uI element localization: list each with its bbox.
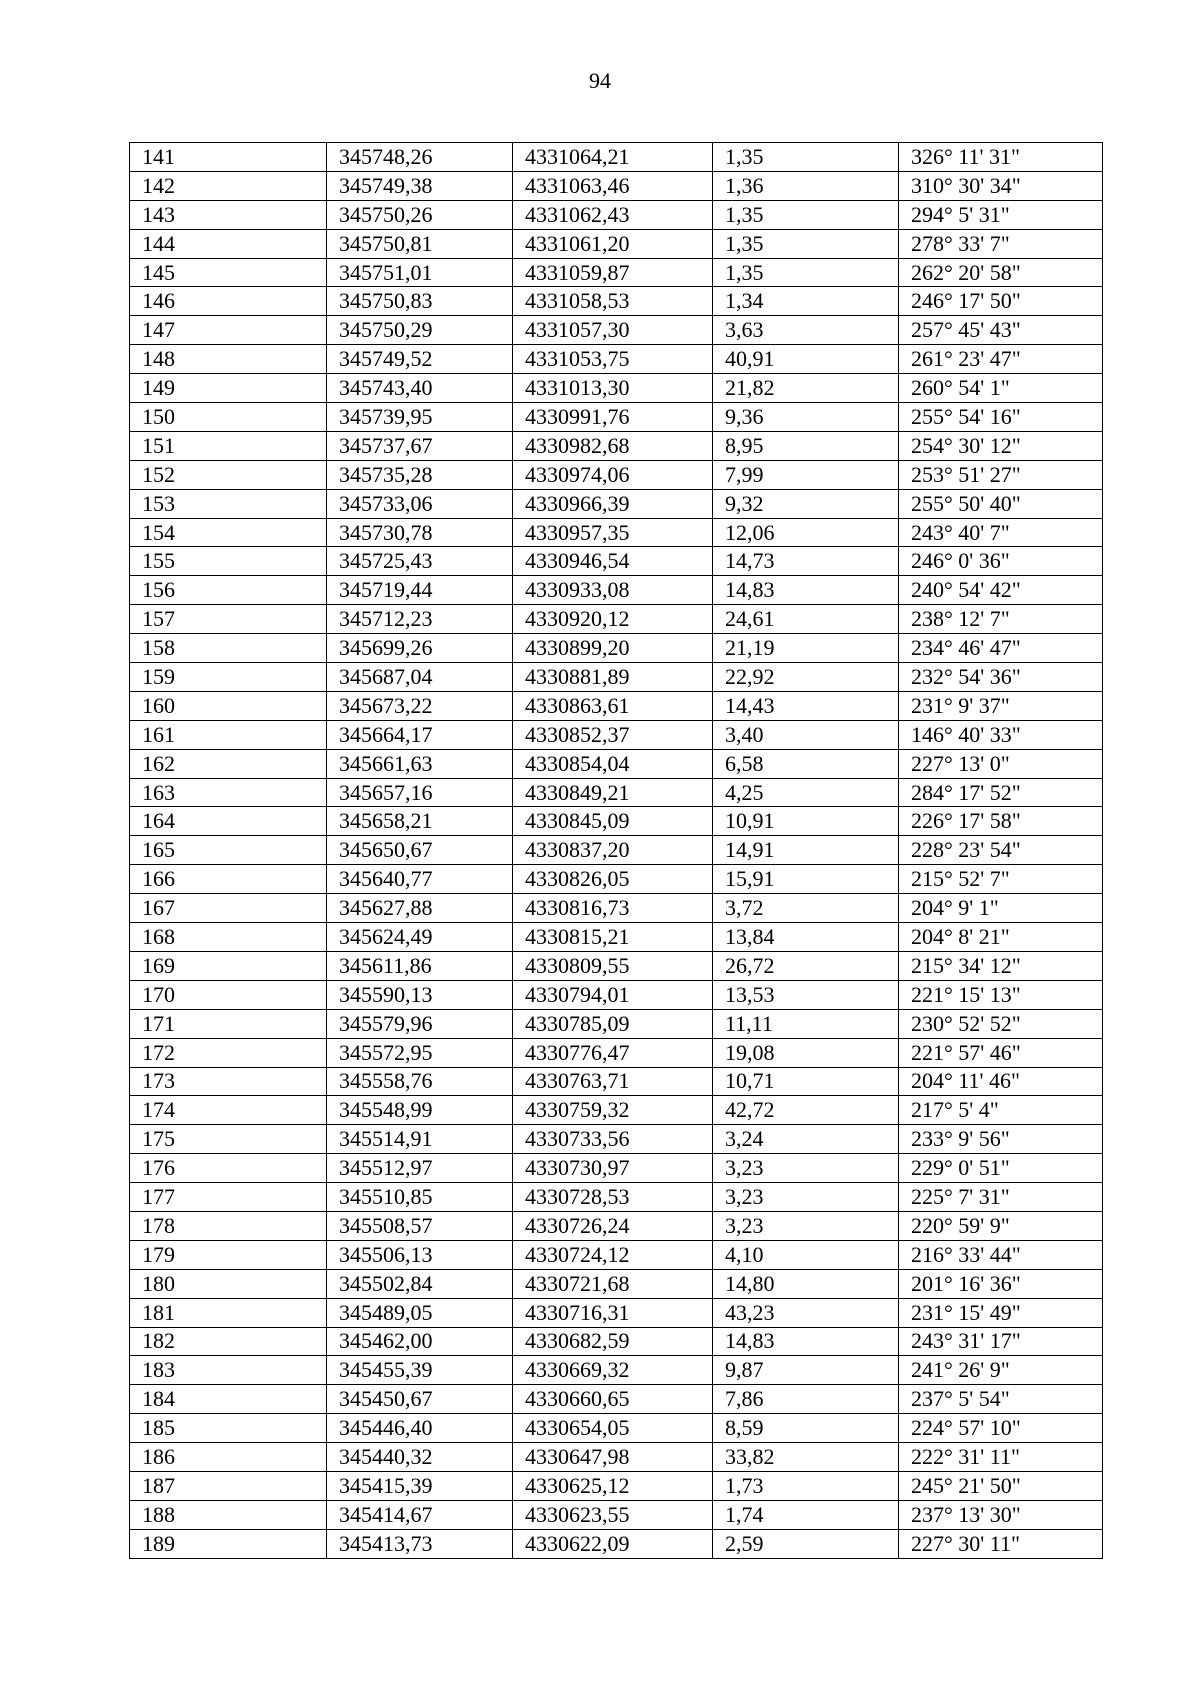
point-number-cell: 158 — [130, 634, 327, 663]
point-number-cell: 148 — [130, 345, 327, 374]
y-coordinate-cell: 4330776,47 — [513, 1038, 713, 1067]
table-row — [130, 691, 1103, 720]
point-number-cell: 146 — [130, 287, 327, 316]
table-row — [130, 1154, 1103, 1183]
distance-cell: 2,59 — [713, 1529, 899, 1558]
x-coordinate-cell: 345512,97 — [327, 1154, 513, 1183]
bearing-cell: 257° 45' 43" — [899, 316, 1103, 345]
table-row — [130, 1327, 1103, 1356]
y-coordinate-cell: 4330622,09 — [513, 1529, 713, 1558]
bearing-cell: 255° 50' 40" — [899, 489, 1103, 518]
x-coordinate-cell: 345699,26 — [327, 634, 513, 663]
table-row — [130, 171, 1103, 200]
y-coordinate-cell: 4330654,05 — [513, 1414, 713, 1443]
bearing-cell: 222° 31' 11" — [899, 1443, 1103, 1472]
y-coordinate-cell: 4330647,98 — [513, 1443, 713, 1472]
x-coordinate-cell: 345750,29 — [327, 316, 513, 345]
distance-cell: 8,95 — [713, 431, 899, 460]
bearing-cell: 260° 54' 1" — [899, 374, 1103, 403]
point-number-cell: 187 — [130, 1471, 327, 1500]
y-coordinate-cell: 4330809,55 — [513, 951, 713, 980]
point-number-cell: 142 — [130, 171, 327, 200]
x-coordinate-cell: 345750,83 — [327, 287, 513, 316]
y-coordinate-cell: 4330716,31 — [513, 1298, 713, 1327]
x-coordinate-cell: 345730,78 — [327, 518, 513, 547]
distance-cell: 21,19 — [713, 634, 899, 663]
y-coordinate-cell: 4330966,39 — [513, 489, 713, 518]
table-row — [130, 663, 1103, 692]
y-coordinate-cell: 4330852,37 — [513, 720, 713, 749]
distance-cell: 3,40 — [713, 720, 899, 749]
distance-cell: 6,58 — [713, 749, 899, 778]
table-row — [130, 778, 1103, 807]
table-row — [130, 807, 1103, 836]
point-number-cell: 175 — [130, 1125, 327, 1154]
distance-cell: 4,25 — [713, 778, 899, 807]
bearing-cell: 245° 21' 50" — [899, 1471, 1103, 1500]
bearing-cell: 232° 54' 36" — [899, 663, 1103, 692]
table-row — [130, 1183, 1103, 1212]
point-number-cell: 160 — [130, 691, 327, 720]
distance-cell: 14,43 — [713, 691, 899, 720]
x-coordinate-cell: 345748,26 — [327, 143, 513, 172]
distance-cell: 14,83 — [713, 1327, 899, 1356]
y-coordinate-cell: 4331064,21 — [513, 143, 713, 172]
table-row — [130, 720, 1103, 749]
table-row — [130, 1471, 1103, 1500]
point-number-cell: 144 — [130, 229, 327, 258]
point-number-cell: 164 — [130, 807, 327, 836]
distance-cell: 13,53 — [713, 980, 899, 1009]
distance-cell: 7,86 — [713, 1385, 899, 1414]
distance-cell: 14,83 — [713, 576, 899, 605]
bearing-cell: 237° 13' 30" — [899, 1500, 1103, 1529]
distance-cell: 14,91 — [713, 836, 899, 865]
x-coordinate-cell: 345455,39 — [327, 1356, 513, 1385]
bearing-cell: 240° 54' 42" — [899, 576, 1103, 605]
point-number-cell: 176 — [130, 1154, 327, 1183]
bearing-cell: 226° 17' 58" — [899, 807, 1103, 836]
table-row — [130, 518, 1103, 547]
y-coordinate-cell: 4330724,12 — [513, 1240, 713, 1269]
x-coordinate-cell: 345661,63 — [327, 749, 513, 778]
x-coordinate-cell: 345489,05 — [327, 1298, 513, 1327]
table-row — [130, 547, 1103, 576]
y-coordinate-cell: 4330815,21 — [513, 923, 713, 952]
x-coordinate-cell: 345415,39 — [327, 1471, 513, 1500]
bearing-cell: 224° 57' 10" — [899, 1414, 1103, 1443]
x-coordinate-cell: 345735,28 — [327, 460, 513, 489]
distance-cell: 1,35 — [713, 258, 899, 287]
bearing-cell: 231° 9' 37" — [899, 691, 1103, 720]
y-coordinate-cell: 4330721,68 — [513, 1269, 713, 1298]
x-coordinate-cell: 345414,67 — [327, 1500, 513, 1529]
point-number-cell: 181 — [130, 1298, 327, 1327]
table-row — [130, 1298, 1103, 1327]
x-coordinate-cell: 345749,52 — [327, 345, 513, 374]
bearing-cell: 230° 52' 52" — [899, 1009, 1103, 1038]
point-number-cell: 184 — [130, 1385, 327, 1414]
x-coordinate-cell: 345506,13 — [327, 1240, 513, 1269]
y-coordinate-cell: 4331063,46 — [513, 171, 713, 200]
table-row — [130, 1240, 1103, 1269]
table-row — [130, 1529, 1103, 1558]
bearing-cell: 237° 5' 54" — [899, 1385, 1103, 1414]
x-coordinate-cell: 345450,67 — [327, 1385, 513, 1414]
x-coordinate-cell: 345739,95 — [327, 403, 513, 432]
distance-cell: 3,72 — [713, 894, 899, 923]
y-coordinate-cell: 4331057,30 — [513, 316, 713, 345]
distance-cell: 21,82 — [713, 374, 899, 403]
y-coordinate-cell: 4330863,61 — [513, 691, 713, 720]
bearing-cell: 254° 30' 12" — [899, 431, 1103, 460]
x-coordinate-cell: 345737,67 — [327, 431, 513, 460]
y-coordinate-cell: 4330881,89 — [513, 663, 713, 692]
x-coordinate-cell: 345712,23 — [327, 605, 513, 634]
distance-cell: 19,08 — [713, 1038, 899, 1067]
distance-cell: 3,23 — [713, 1154, 899, 1183]
y-coordinate-cell: 4330899,20 — [513, 634, 713, 663]
y-coordinate-cell: 4331058,53 — [513, 287, 713, 316]
distance-cell: 7,99 — [713, 460, 899, 489]
table-row — [130, 258, 1103, 287]
y-coordinate-cell: 4330625,12 — [513, 1471, 713, 1500]
distance-cell: 22,92 — [713, 663, 899, 692]
x-coordinate-cell: 345440,32 — [327, 1443, 513, 1472]
x-coordinate-cell: 345673,22 — [327, 691, 513, 720]
point-number-cell: 145 — [130, 258, 327, 287]
bearing-cell: 255° 54' 16" — [899, 403, 1103, 432]
y-coordinate-cell: 4330854,04 — [513, 749, 713, 778]
distance-cell: 13,84 — [713, 923, 899, 952]
table-row — [130, 836, 1103, 865]
x-coordinate-cell: 345502,84 — [327, 1269, 513, 1298]
bearing-cell: 221° 57' 46" — [899, 1038, 1103, 1067]
point-number-cell: 189 — [130, 1529, 327, 1558]
y-coordinate-cell: 4330920,12 — [513, 605, 713, 634]
bearing-cell: 284° 17' 52" — [899, 778, 1103, 807]
table-row — [130, 1067, 1103, 1096]
y-coordinate-cell: 4330794,01 — [513, 980, 713, 1009]
distance-cell: 3,23 — [713, 1211, 899, 1240]
x-coordinate-cell: 345462,00 — [327, 1327, 513, 1356]
point-number-cell: 179 — [130, 1240, 327, 1269]
table-row — [130, 865, 1103, 894]
y-coordinate-cell: 4330974,06 — [513, 460, 713, 489]
table-row — [130, 200, 1103, 229]
bearing-cell: 253° 51' 27" — [899, 460, 1103, 489]
x-coordinate-cell: 345611,86 — [327, 951, 513, 980]
distance-cell: 4,10 — [713, 1240, 899, 1269]
x-coordinate-cell: 345446,40 — [327, 1414, 513, 1443]
point-number-cell: 141 — [130, 143, 327, 172]
y-coordinate-cell: 4330933,08 — [513, 576, 713, 605]
y-coordinate-cell: 4330669,32 — [513, 1356, 713, 1385]
point-number-cell: 165 — [130, 836, 327, 865]
point-number-cell: 168 — [130, 923, 327, 952]
point-number-cell: 163 — [130, 778, 327, 807]
x-coordinate-cell: 345590,13 — [327, 980, 513, 1009]
point-number-cell: 171 — [130, 1009, 327, 1038]
x-coordinate-cell: 345725,43 — [327, 547, 513, 576]
x-coordinate-cell: 345627,88 — [327, 894, 513, 923]
y-coordinate-cell: 4331053,75 — [513, 345, 713, 374]
distance-cell: 1,73 — [713, 1471, 899, 1500]
y-coordinate-cell: 4330837,20 — [513, 836, 713, 865]
bearing-cell: 201° 16' 36" — [899, 1269, 1103, 1298]
point-number-cell: 167 — [130, 894, 327, 923]
bearing-cell: 326° 11' 31" — [899, 143, 1103, 172]
distance-cell: 14,73 — [713, 547, 899, 576]
y-coordinate-cell: 4331061,20 — [513, 229, 713, 258]
distance-cell: 9,32 — [713, 489, 899, 518]
table-row — [130, 1443, 1103, 1472]
table-row — [130, 923, 1103, 952]
x-coordinate-cell: 345751,01 — [327, 258, 513, 287]
table-row — [130, 143, 1103, 172]
point-number-cell: 149 — [130, 374, 327, 403]
table-row — [130, 460, 1103, 489]
bearing-cell: 204° 8' 21" — [899, 923, 1103, 952]
table-row — [130, 1038, 1103, 1067]
distance-cell: 12,06 — [713, 518, 899, 547]
table-row — [130, 431, 1103, 460]
table-row — [130, 605, 1103, 634]
distance-cell: 1,35 — [713, 143, 899, 172]
bearing-cell: 146° 40' 33" — [899, 720, 1103, 749]
point-number-cell: 183 — [130, 1356, 327, 1385]
table-row — [130, 374, 1103, 403]
table-row — [130, 1385, 1103, 1414]
point-number-cell: 186 — [130, 1443, 327, 1472]
y-coordinate-cell: 4330763,71 — [513, 1067, 713, 1096]
point-number-cell: 170 — [130, 980, 327, 1009]
table-row — [130, 1269, 1103, 1298]
distance-cell: 11,11 — [713, 1009, 899, 1038]
bearing-cell: 238° 12' 7" — [899, 605, 1103, 634]
table-row — [130, 749, 1103, 778]
point-number-cell: 161 — [130, 720, 327, 749]
bearing-cell: 261° 23' 47" — [899, 345, 1103, 374]
distance-cell: 9,36 — [713, 403, 899, 432]
bearing-cell: 243° 40' 7" — [899, 518, 1103, 547]
bearing-cell: 278° 33' 7" — [899, 229, 1103, 258]
point-number-cell: 152 — [130, 460, 327, 489]
distance-cell: 1,35 — [713, 229, 899, 258]
bearing-cell: 262° 20' 58" — [899, 258, 1103, 287]
point-number-cell: 156 — [130, 576, 327, 605]
point-number-cell: 153 — [130, 489, 327, 518]
y-coordinate-cell: 4330759,32 — [513, 1096, 713, 1125]
y-coordinate-cell: 4331013,30 — [513, 374, 713, 403]
table-row — [130, 403, 1103, 432]
distance-cell: 43,23 — [713, 1298, 899, 1327]
distance-cell: 3,24 — [713, 1125, 899, 1154]
y-coordinate-cell: 4330982,68 — [513, 431, 713, 460]
bearing-cell: 225° 7' 31" — [899, 1183, 1103, 1212]
bearing-cell: 231° 15' 49" — [899, 1298, 1103, 1327]
distance-cell: 33,82 — [713, 1443, 899, 1472]
bearing-cell: 217° 5' 4" — [899, 1096, 1103, 1125]
x-coordinate-cell: 345640,77 — [327, 865, 513, 894]
table-row — [130, 1096, 1103, 1125]
point-number-cell: 178 — [130, 1211, 327, 1240]
table-row — [130, 576, 1103, 605]
table-row — [130, 345, 1103, 374]
y-coordinate-cell: 4330728,53 — [513, 1183, 713, 1212]
y-coordinate-cell: 4330816,73 — [513, 894, 713, 923]
y-coordinate-cell: 4330733,56 — [513, 1125, 713, 1154]
point-number-cell: 151 — [130, 431, 327, 460]
x-coordinate-cell: 345624,49 — [327, 923, 513, 952]
bearing-cell: 241° 26' 9" — [899, 1356, 1103, 1385]
table-row — [130, 894, 1103, 923]
bearing-cell: 229° 0' 51" — [899, 1154, 1103, 1183]
y-coordinate-cell: 4330623,55 — [513, 1500, 713, 1529]
distance-cell: 40,91 — [713, 345, 899, 374]
table-row — [130, 634, 1103, 663]
point-number-cell: 173 — [130, 1067, 327, 1096]
bearing-cell: 220° 59' 9" — [899, 1211, 1103, 1240]
y-coordinate-cell: 4330730,97 — [513, 1154, 713, 1183]
y-coordinate-cell: 4330991,76 — [513, 403, 713, 432]
x-coordinate-cell: 345558,76 — [327, 1067, 513, 1096]
point-number-cell: 166 — [130, 865, 327, 894]
coordinates-table-body — [130, 143, 1103, 1559]
bearing-cell: 310° 30' 34" — [899, 171, 1103, 200]
distance-cell: 1,36 — [713, 171, 899, 200]
point-number-cell: 185 — [130, 1414, 327, 1443]
table-row — [130, 980, 1103, 1009]
point-number-cell: 147 — [130, 316, 327, 345]
distance-cell: 24,61 — [713, 605, 899, 634]
distance-cell: 15,91 — [713, 865, 899, 894]
y-coordinate-cell: 4330946,54 — [513, 547, 713, 576]
distance-cell: 1,34 — [713, 287, 899, 316]
point-number-cell: 157 — [130, 605, 327, 634]
table-row — [130, 1356, 1103, 1385]
bearing-cell: 216° 33' 44" — [899, 1240, 1103, 1269]
x-coordinate-cell: 345743,40 — [327, 374, 513, 403]
bearing-cell: 246° 17' 50" — [899, 287, 1103, 316]
bearing-cell: 227° 30' 11" — [899, 1529, 1103, 1558]
x-coordinate-cell: 345579,96 — [327, 1009, 513, 1038]
table-row — [130, 489, 1103, 518]
y-coordinate-cell: 4331059,87 — [513, 258, 713, 287]
bearing-cell: 215° 52' 7" — [899, 865, 1103, 894]
coordinates-table — [129, 142, 1103, 1559]
x-coordinate-cell: 345572,95 — [327, 1038, 513, 1067]
point-number-cell: 143 — [130, 200, 327, 229]
bearing-cell: 204° 11' 46" — [899, 1067, 1103, 1096]
point-number-cell: 174 — [130, 1096, 327, 1125]
x-coordinate-cell: 345664,17 — [327, 720, 513, 749]
point-number-cell: 182 — [130, 1327, 327, 1356]
table-row — [130, 951, 1103, 980]
bearing-cell: 246° 0' 36" — [899, 547, 1103, 576]
distance-cell: 42,72 — [713, 1096, 899, 1125]
x-coordinate-cell: 345733,06 — [327, 489, 513, 518]
table-row — [130, 1009, 1103, 1038]
table-row — [130, 1211, 1103, 1240]
x-coordinate-cell: 345510,85 — [327, 1183, 513, 1212]
page-number: 94 — [589, 68, 611, 93]
point-number-cell: 159 — [130, 663, 327, 692]
x-coordinate-cell: 345657,16 — [327, 778, 513, 807]
x-coordinate-cell: 345650,67 — [327, 836, 513, 865]
table-row — [130, 1125, 1103, 1154]
point-number-cell: 177 — [130, 1183, 327, 1212]
distance-cell: 3,63 — [713, 316, 899, 345]
point-number-cell: 155 — [130, 547, 327, 576]
x-coordinate-cell: 345750,26 — [327, 200, 513, 229]
bearing-cell: 215° 34' 12" — [899, 951, 1103, 980]
bearing-cell: 294° 5' 31" — [899, 200, 1103, 229]
x-coordinate-cell: 345658,21 — [327, 807, 513, 836]
x-coordinate-cell: 345413,73 — [327, 1529, 513, 1558]
y-coordinate-cell: 4331062,43 — [513, 200, 713, 229]
bearing-cell: 228° 23' 54" — [899, 836, 1103, 865]
point-number-cell: 150 — [130, 403, 327, 432]
x-coordinate-cell: 345750,81 — [327, 229, 513, 258]
distance-cell: 8,59 — [713, 1414, 899, 1443]
y-coordinate-cell: 4330785,09 — [513, 1009, 713, 1038]
x-coordinate-cell: 345514,91 — [327, 1125, 513, 1154]
table-row — [130, 287, 1103, 316]
distance-cell: 3,23 — [713, 1183, 899, 1212]
y-coordinate-cell: 4330682,59 — [513, 1327, 713, 1356]
point-number-cell: 169 — [130, 951, 327, 980]
x-coordinate-cell: 345687,04 — [327, 663, 513, 692]
point-number-cell: 162 — [130, 749, 327, 778]
x-coordinate-cell: 345719,44 — [327, 576, 513, 605]
x-coordinate-cell: 345749,38 — [327, 171, 513, 200]
bearing-cell: 221° 15' 13" — [899, 980, 1103, 1009]
y-coordinate-cell: 4330849,21 — [513, 778, 713, 807]
y-coordinate-cell: 4330826,05 — [513, 865, 713, 894]
x-coordinate-cell: 345508,57 — [327, 1211, 513, 1240]
point-number-cell: 172 — [130, 1038, 327, 1067]
distance-cell: 10,71 — [713, 1067, 899, 1096]
distance-cell: 9,87 — [713, 1356, 899, 1385]
distance-cell: 1,35 — [713, 200, 899, 229]
y-coordinate-cell: 4330957,35 — [513, 518, 713, 547]
point-number-cell: 188 — [130, 1500, 327, 1529]
y-coordinate-cell: 4330726,24 — [513, 1211, 713, 1240]
distance-cell: 14,80 — [713, 1269, 899, 1298]
distance-cell: 10,91 — [713, 807, 899, 836]
bearing-cell: 233° 9' 56" — [899, 1125, 1103, 1154]
table-row — [130, 1414, 1103, 1443]
table-row — [130, 1500, 1103, 1529]
bearing-cell: 243° 31' 17" — [899, 1327, 1103, 1356]
distance-cell: 1,74 — [713, 1500, 899, 1529]
table-row — [130, 316, 1103, 345]
y-coordinate-cell: 4330660,65 — [513, 1385, 713, 1414]
y-coordinate-cell: 4330845,09 — [513, 807, 713, 836]
bearing-cell: 227° 13' 0" — [899, 749, 1103, 778]
x-coordinate-cell: 345548,99 — [327, 1096, 513, 1125]
point-number-cell: 154 — [130, 518, 327, 547]
point-number-cell: 180 — [130, 1269, 327, 1298]
bearing-cell: 234° 46' 47" — [899, 634, 1103, 663]
table-row — [130, 229, 1103, 258]
bearing-cell: 204° 9' 1" — [899, 894, 1103, 923]
distance-cell: 26,72 — [713, 951, 899, 980]
